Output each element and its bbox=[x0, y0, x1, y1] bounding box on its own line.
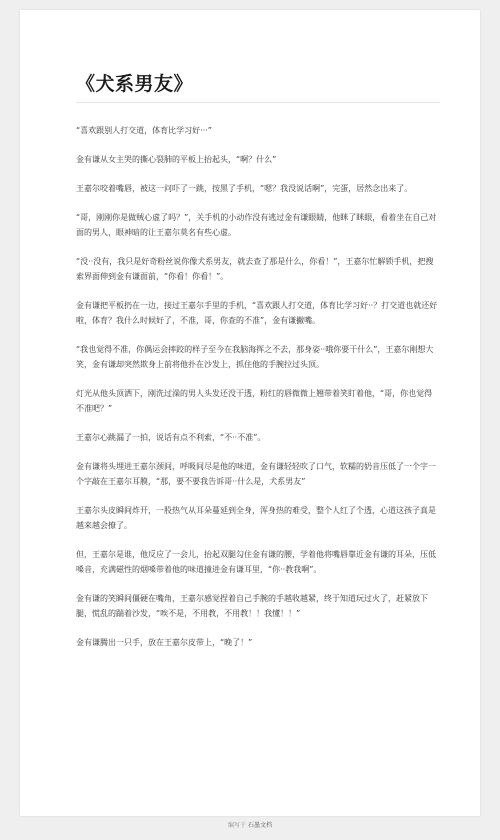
paragraph: 金有谦把平板扔在一边，接过王嘉尔手里的手机，“喜欢跟人打交道，体育比学习好··？打交道也就还好啦，体育？我什么时候好了，不准，哥，你查的不准”，金有谦撇嘴。 bbox=[76, 301, 438, 325]
paragraph: 金有谦从女主哭的撕心裂肺的平板上抬起头，“啊？什么” bbox=[76, 155, 277, 164]
paragraph: 金有谦的笑瞬间僵硬在嘴角，王嘉尔感觉捏着自己手腕的手越收越紧，终于知道玩过火了，赶紧放下腿，慌乱的踹着沙发，“唉不是，不用教，不用教！！我懂！！” bbox=[76, 594, 428, 618]
paragraph: 但，王嘉尔是谁，他反应了一会儿，抬起双腿勾住金有谦的腰，学着他将嘴唇靠近金有谦的耳朵，压低嗓音，充满磁性的烟嗓带着他的味道撞进金有谦耳里，“你··教我啊”。 bbox=[76, 550, 436, 574]
footer-prefix: 编写于 bbox=[228, 822, 247, 829]
footer bbox=[0, 821, 500, 831]
paragraph: 王嘉尔心跳漏了一拍，说话有点不利索，“不··不准”。 bbox=[76, 433, 266, 442]
document-title: 《犬系男友》 bbox=[76, 73, 194, 95]
paragraph: “喜欢跟别人打交道，体育比学习好···” bbox=[76, 126, 212, 135]
paragraph: “哥，刚刚你是做贼心虚了吗？”，关手机的小动作没有逃过金有谦眼睛，他眯了眯眼，看着坐在自己对面的男人，眼神暗的让王嘉尔莫名有些心虚。 bbox=[76, 213, 437, 237]
paragraph: 王嘉尔咬着嘴唇，被这一问吓了一跳，按黑了手机，“嗯？我没说话啊”，完蛋，居然念出来了。 bbox=[76, 184, 413, 193]
title-divider bbox=[76, 102, 440, 103]
paragraph: “我也觉得不准，你偶运会摔跤的样子至今在我脑海挥之不去，那身姿··哦你要干什么”，王嘉尔刚想大笑，金有谦却突然欺身上前将他扑在沙发上，抓住他的手腕拉过头顶。 bbox=[76, 345, 434, 369]
paragraph: 王嘉尔头皮瞬间炸开，一股热气从耳朵蔓延到全身，浑身热的难受，整个人红了个透，心道这孩子真是越来越会撩了。 bbox=[76, 506, 436, 530]
paragraph: 金有谦将头埋进王嘉尔颈间，呼吸间尽是他的味道，金有谦轻轻吹了口气，软糯的奶音压低了一个字一个字敲在王嘉尔耳膜，“那，要不要我告诉哥··什么是，犬系男友” bbox=[76, 462, 436, 486]
paragraph: 灯光从他头顶洒下，刚洗过澡的男人头发还没干透，粉红的唇微微上翘带着笑盯着他，“哥，你也觉得不准吧？” bbox=[76, 389, 433, 413]
footer-brand-link[interactable]: 石墨文档 bbox=[247, 822, 272, 829]
paragraph: “没··没有，我只是好奇粉丝说你像犬系男友，就去查了那是什么，你看！”，王嘉尔忙解锁手机，把搜索界面伸到金有谦面前，“你看！你看！”。 bbox=[76, 257, 434, 281]
document-page bbox=[20, 10, 480, 816]
paragraph: 金有谦腾出一只手，放在王嘉尔皮带上，“晚了！” bbox=[76, 638, 253, 647]
